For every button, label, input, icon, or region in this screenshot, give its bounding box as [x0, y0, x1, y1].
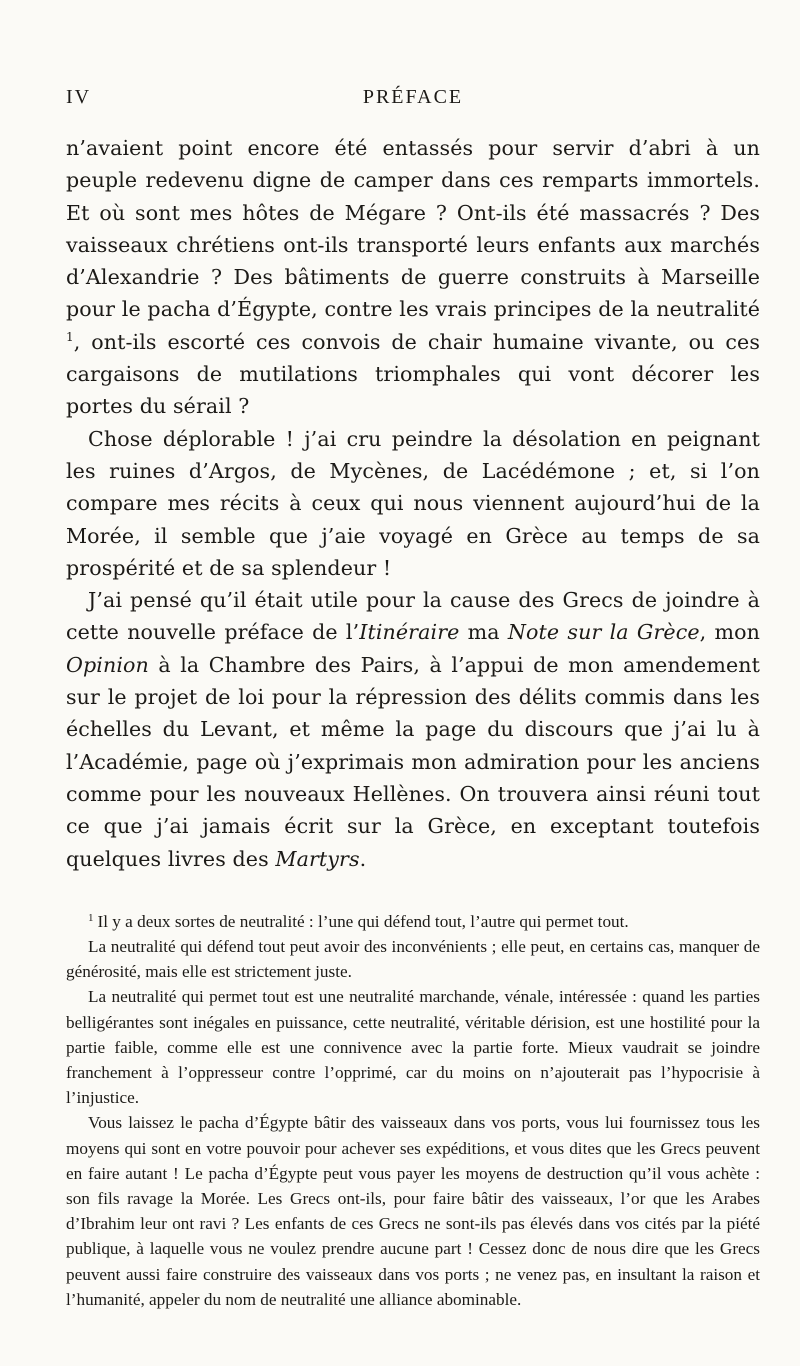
footnote-1-paragraph-c: La neutralité qui permet tout est une neutralité marchande, vénale, intéressée : quand les parties belligérantes sont inégales en puissance, cette neutralité, véritable dérision, est une hostilité pour la partie faible, comme elle est une connivence avec la partie forte. Mieux vaudrait se joindre franchement à l’oppresseur contre l’opprimé, car du moins on n’ajouterait pas l’hypocrisie à l’injustice.	[66, 987, 760, 1108]
page-number: IV	[66, 86, 92, 108]
title-note-sur-la-grece: Note sur la Grèce	[507, 620, 700, 645]
footnote-1	[66, 909, 760, 934]
title-itineraire: Itinéraire	[359, 620, 460, 645]
paragraph-1-text-a: n’avaient point encore été entassés pour servir d’abri à un peuple redevenu digne de camper dans ces remparts immortels. Et où sont mes hôtes de Mégare ? Ont-ils été massacrés ? Des vaisseaux chrétiens ont-ils transporté leurs enfants aux marchés d’Alexandrie ? Des bâtiments de guerre construits à Marseille pour le pacha d’Égypte, contre les vrais principes de la neutralité	[66, 136, 760, 322]
paragraph-3-text-d: à la Chambre des Pairs, à l’appui de mon amendement sur le projet de loi pour la répression des délits commis dans les échelles du Levant, et même la page du discours que j’ai lu à l’Académie, page où j’exprimais mon admiration pour les anciens comme pour les nouveaux Hellènes. On trouvera ainsi réuni tout ce que j’ai jamais écrit sur la Grèce, en exceptant toutefois quelques livres des	[66, 652, 760, 871]
paragraph-3-text-b: ma	[459, 620, 508, 645]
footnote-1-paragraph-d: Vous laissez le pacha d’Égypte bâtir des vaisseaux dans vos ports, vous lui fournissez tous les moyens qui sont en votre pouvoir pour achever ses expéditions, et vous dites que les Grecs peuvent en faire autant ! Le pacha d’Égypte peut vous payer les moyens de destruction qu’il vous achète : son fils ravage la Morée. Les Grecs ont-ils, pour faire bâtir des vaisseaux, l’or que les Arabes d’Ibrahim leur ont ravi ? Les enfants de ces Grecs ne sont-ils pas élevés dans vos cités par la piété publique, à laquelle vous ne voulez prendre aucune part ! Cessez donc de nous dire que les Grecs peuvent aussi faire construire des vaisseaux dans vos ports ; ne venez pas, en insultant la raison et l’humanité, appeler du nom de neutralité une alliance abominable.	[66, 1113, 760, 1309]
title-martyrs: Martyrs	[275, 846, 360, 871]
paragraph-1-text-b: , ont-ils escorté ces convois de chair humaine vivante, ou ces cargaisons de mutilations triomphales qui vont décorer les portes du sérail ?	[66, 329, 760, 419]
footnote-1-text-a: Il y a deux sortes de neutralité : l’une qui défend tout, l’autre qui permet tout.	[97, 911, 629, 931]
footnotes	[66, 909, 760, 1312]
footnote-reference[interactable]: 1	[66, 329, 74, 344]
paragraph-3-text-c: , mon	[699, 620, 760, 645]
book-page	[66, 0, 760, 1312]
page-title: PRÉFACE	[362, 86, 464, 108]
paragraph-3-text-a: J’ai pensé qu’il était utile pour la cause des Grecs de joindre à cette nouvelle préface de l’	[66, 588, 760, 645]
running-head	[66, 86, 760, 126]
paragraph-2: Chose déplorable ! j’ai cru peindre la désolation en peignant les ruines d’Argos, de Mycènes, de Lacédémone ; et, si l’on compare mes récits à ceux qui nous viennent aujourd’hui de la Morée, il semble que j’aie voyagé en Grèce au temps de sa prospérité et de sa splendeur !	[66, 426, 760, 580]
main-text	[66, 126, 760, 875]
paragraph-3-end: .	[359, 846, 367, 871]
paragraph-3	[66, 584, 760, 875]
title-opinion: Opinion	[66, 652, 149, 677]
paragraph-1	[66, 132, 760, 423]
footnote-marker: 1	[88, 911, 94, 924]
footnote-1-paragraph-b: La neutralité qui défend tout peut avoir des inconvénients ; elle peut, en certains cas, manquer de générosité, mais elle est strictement juste.	[66, 937, 760, 982]
